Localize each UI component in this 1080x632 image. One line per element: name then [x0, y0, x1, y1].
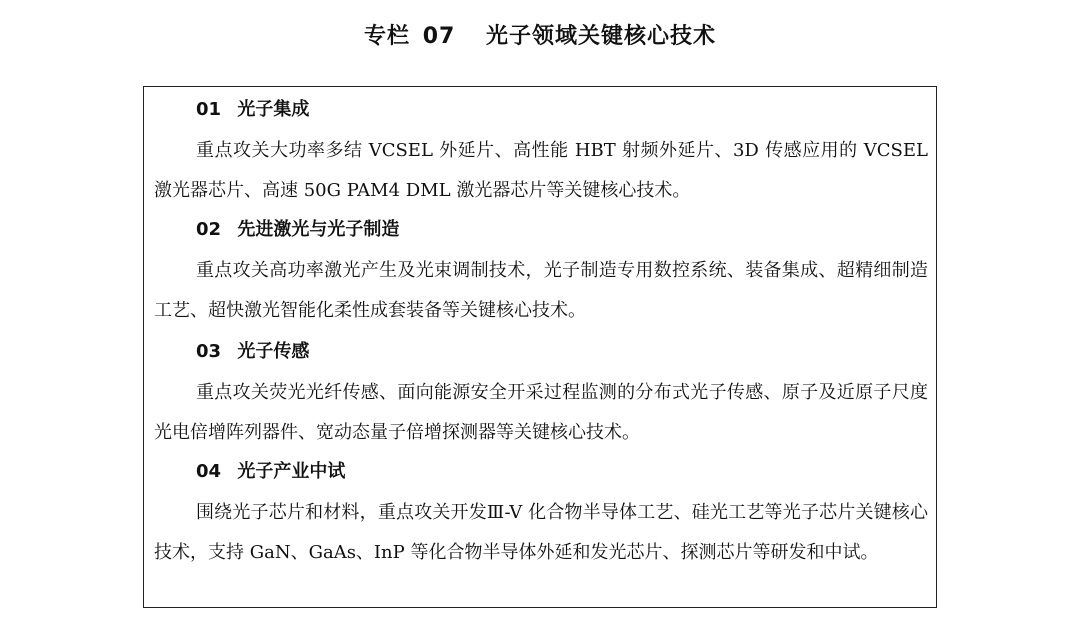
- section-heading-2: [196, 217, 399, 243]
- section-title: 光子集成: [237, 99, 310, 120]
- section-heading-1: [196, 97, 309, 123]
- content-box: [143, 86, 937, 608]
- section-number: 04: [196, 461, 222, 482]
- section-number: 02: [196, 219, 222, 240]
- section-body-3: 重点攻关荧光光纤传感、面向能源安全开采过程监测的分布式光子传感、原子及近原子尺度光电倍增阵列器件、宽动态量子倍增探测器等关键核心技术。: [154, 382, 928, 443]
- section-title: 先进激光与光子制造: [237, 219, 400, 240]
- section-heading-4: [196, 459, 345, 485]
- section-body-4: 围绕光子芯片和材料，重点攻关开发Ⅲ-V 化合物半导体工艺、硅光工艺等光子芯片关键核心技术，支持 GaN、GaAs、InP 等化合物半导体外延和发光芯片、探测芯片等研发和中试。: [154, 502, 928, 563]
- section-heading-3: [196, 339, 309, 365]
- section-body-1: 重点攻关大功率多结 VCSEL 外延片、高性能 HBT 射频外延片、3D 传感应用的 VCSEL 激光器芯片、高速 50G PAM4 DML 激光器芯片等关键核心技术。: [154, 140, 928, 201]
- title-text: 光子领域关键核心技术: [485, 24, 716, 49]
- section-body-2: 重点攻关高功率激光产生及光束调制技术，光子制造专用数控系统、装备集成、超精细制造工艺、超快激光智能化柔性成套装备等关键核心技术。: [154, 260, 928, 321]
- section-number: 03: [196, 341, 222, 362]
- section-title: 光子产业中试: [237, 461, 346, 482]
- title-number: 07: [422, 24, 456, 49]
- title-prefix: 专栏: [364, 24, 411, 49]
- page-title: [0, 22, 1080, 52]
- section-title: 光子传感: [237, 341, 310, 362]
- section-number: 01: [196, 99, 222, 120]
